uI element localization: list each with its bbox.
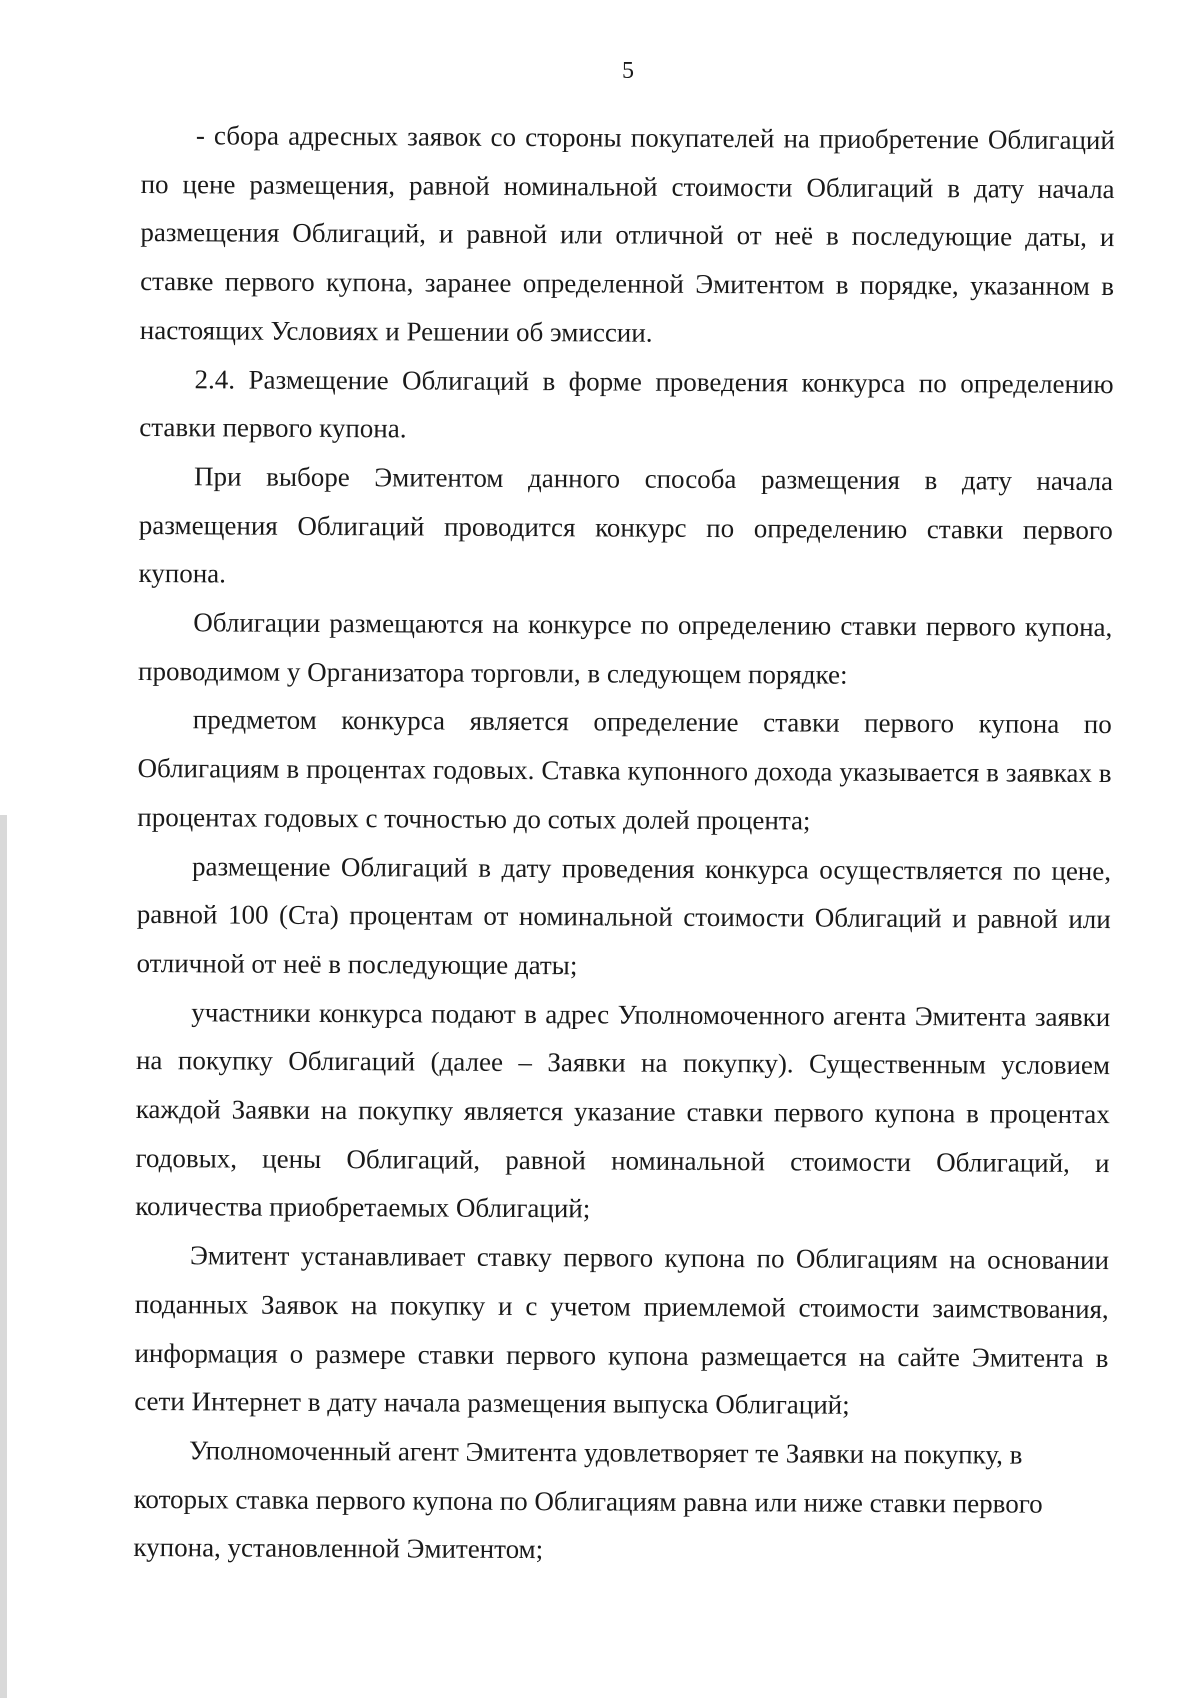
paragraph-bid-collection: - сбора адресных заявок со стороны покупателей на приобретение Облигаций по цене размещения, равной номинальной стоимости Облигаций в дату начала размещения Облигаций, и равной или отличной от неё в последующие даты, и ставке первого купона, заранее определенной Эмитентом в порядке, указанном в настоящих Условиях и Решении об эмиссии. bbox=[139, 120, 1115, 348]
scan-edge-shadow bbox=[0, 815, 7, 1698]
paragraph-rate-setting: Эмитент устанавливает ставку первого купона по Облигациям на основании поданных Заявок на покупку и с учетом приемлемой стоимости заимствования, информация о размере ставки первого купона размещается на сайте Эмитента в сети Интернет в дату начала размещения выпуска Облигаций; bbox=[134, 1240, 1110, 1421]
paragraph-placement-price: размещение Облигаций в дату проведения конкурса осуществляется по цене, равной 100 (Ста) процентам от номинальной стоимости Облигаций и равной или отличной от неё в последующие даты; bbox=[136, 850, 1112, 981]
paragraph-auction-method: При выборе Эмитентом данного способа размещения в дату начала размещения Облигаций проводится конкурс по определению ставки первого купона. bbox=[138, 461, 1114, 589]
page-number: 5 bbox=[622, 58, 634, 84]
paragraph-section-2-4: 2.4. Размещение Облигаций в форме проведения конкурса по определению ставки первого купона. bbox=[139, 363, 1114, 444]
paragraph-bid-satisfaction: Уполномоченный агент Эмитента удовлетворяет те Заявки на покупку, в которых ставка первого купона по Облигациям равна или ниже ставки первого купона, установленной Эмитентом; bbox=[133, 1435, 1043, 1565]
paragraph-placement-order: Облигации размещаются на конкурсе по определению ставки первого купона, проводимом у Организатора торговли, в следующем порядке: bbox=[137, 607, 1113, 690]
paragraph-auction-subject: предметом конкурса является определение ставки первого купона по Облигациям в процентах годовых. Ставка купонного дохода указывается в заявках в процентах годовых с точностью до сотых долей процента; bbox=[137, 704, 1112, 836]
document-body bbox=[133, 111, 1115, 1577]
paragraph-purchase-bids: участники конкурса подают в адрес Уполномоченного агента Эмитента заявки на покупку Облигаций (далее – Заявки на покупку). Существенным условием каждой Заявки на покупку является указание ставки первого купона в процентах годовых, цены Облигаций, равной номинальной стоимости Облигаций, и количества приобретаемых Облигаций; bbox=[135, 996, 1111, 1224]
